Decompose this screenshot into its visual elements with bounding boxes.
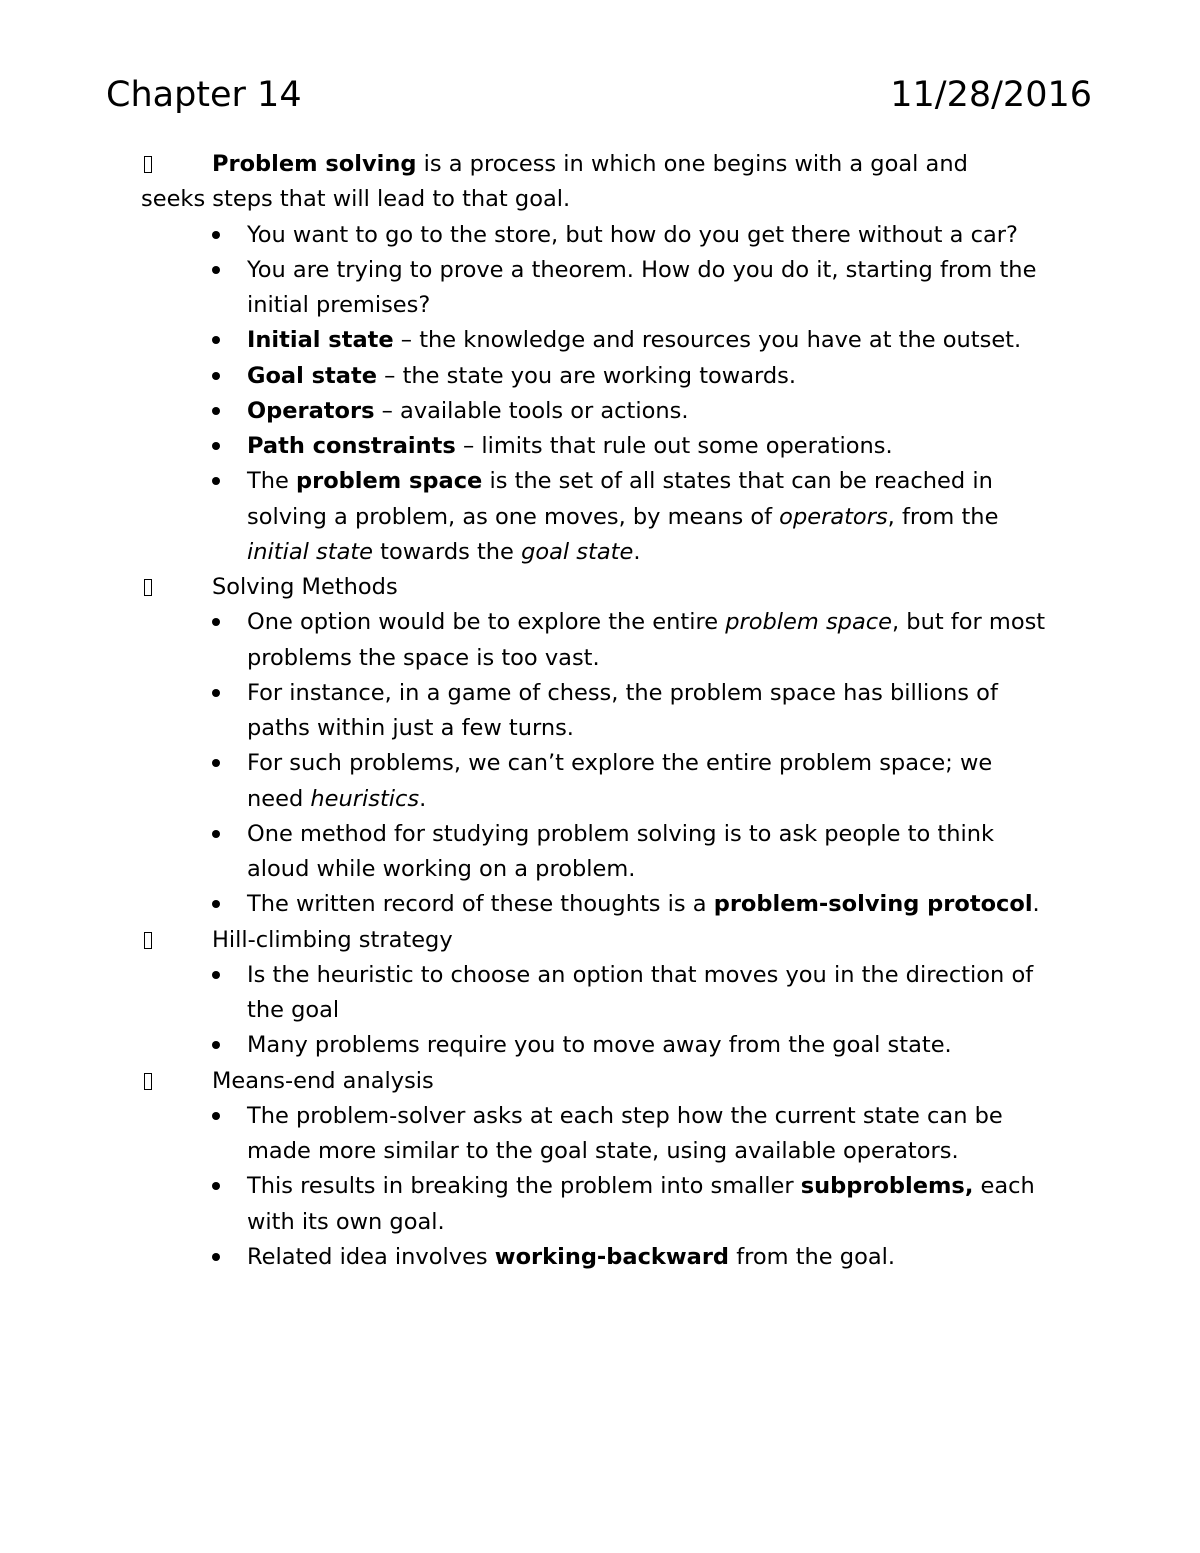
bullet-icon xyxy=(212,618,220,626)
bullet-icon xyxy=(212,407,220,415)
item-text: One method for studying problem solving is to ask people to think aloud while working on a problem. xyxy=(247,820,995,882)
list-item xyxy=(0,464,1047,570)
item-text: , from the xyxy=(887,503,999,530)
bullet-icon xyxy=(212,336,220,344)
item-term: problem space xyxy=(296,468,483,495)
list-item xyxy=(0,817,1047,888)
item-text: – available tools or actions. xyxy=(374,397,689,424)
item-emphasis: goal state xyxy=(521,538,634,565)
bullet-icon xyxy=(212,477,220,485)
list-item xyxy=(0,429,1047,464)
item-text: The xyxy=(247,468,296,495)
list-item xyxy=(0,394,1047,429)
item-text: – limits that rule out some operations. xyxy=(455,433,893,459)
bullet-icon xyxy=(212,900,220,908)
list-item xyxy=(0,605,1047,676)
item-text: – the knowledge and resources you have at the outset. xyxy=(393,327,1022,354)
section-heading: Means-end analysis xyxy=(212,1067,434,1094)
item-emphasis: operators xyxy=(779,503,888,530)
item-text: towards the xyxy=(373,538,522,565)
list-item xyxy=(0,1169,1047,1240)
item-text: The written record of these thoughts is a xyxy=(247,891,714,918)
item-text: Is the heuristic to choose an option that moves you in the direction of the goal xyxy=(247,961,1034,1023)
section-heading: Solving Methods xyxy=(212,574,398,600)
item-text: each with its own goal. xyxy=(247,1173,1035,1235)
item-term: subproblems, xyxy=(800,1173,974,1200)
item-text: from the goal. xyxy=(729,1243,896,1270)
list-item xyxy=(0,1099,1047,1170)
item-term: Goal state xyxy=(247,362,378,389)
item-text: This results in breaking the problem into smaller xyxy=(247,1173,801,1200)
missing-glyph-bullet-icon xyxy=(141,923,155,958)
bullet-icon xyxy=(212,830,220,838)
bullet-icon xyxy=(212,1253,220,1261)
item-text: Many problems require you to move away from the goal state. xyxy=(247,1032,952,1059)
bullet-icon xyxy=(212,689,220,697)
list-item xyxy=(0,676,1047,747)
item-term: Initial state xyxy=(247,327,394,354)
missing-glyph-bullet-icon xyxy=(141,1064,155,1099)
list-item xyxy=(0,958,1047,1029)
item-text: . xyxy=(419,785,427,812)
list-item xyxy=(0,253,1047,324)
item-emphasis: problem space xyxy=(725,609,892,636)
intro-list xyxy=(0,218,1200,571)
section-heading: Hill-climbing strategy xyxy=(212,926,453,953)
item-text: . xyxy=(1032,891,1040,918)
bullet-icon xyxy=(212,759,220,767)
list-item xyxy=(0,359,1047,394)
bullet-icon xyxy=(212,1041,220,1049)
missing-glyph-bullet-icon xyxy=(141,147,155,182)
list-item xyxy=(0,1240,1047,1275)
item-text: , but for most problems the space is too vast. xyxy=(247,609,1046,671)
item-term: problem-solving protocol xyxy=(713,891,1033,918)
missing-glyph-bullet-icon xyxy=(141,570,155,605)
item-text: is the set of all states that can be reached in solving a problem, as one moves, by means of xyxy=(247,468,993,530)
item-text: For such problems, we can’t explore the entire problem space; we need xyxy=(247,750,993,812)
list-item xyxy=(0,1028,1047,1063)
bullet-icon xyxy=(212,1182,220,1190)
section-problem-solving xyxy=(0,147,1021,218)
item-text: You are trying to prove a theorem. How do you do it, starting from the initial premises? xyxy=(247,256,1037,318)
bullet-icon xyxy=(212,1112,220,1120)
section-solving-methods xyxy=(0,570,1052,605)
item-emphasis: initial state xyxy=(247,538,374,565)
item-text: For instance, in a game of chess, the problem space has billions of paths within just a few turns. xyxy=(247,679,998,741)
bullet-icon xyxy=(212,372,220,380)
bullet-icon xyxy=(212,231,220,239)
list-item xyxy=(0,887,1047,922)
item-term: Operators xyxy=(247,397,375,424)
item-text: . xyxy=(633,538,641,565)
section-hill-climbing xyxy=(0,923,1052,958)
list-item xyxy=(0,218,1047,253)
item-term: working-backward xyxy=(494,1243,730,1270)
chapter-title: Chapter 14 xyxy=(106,75,302,115)
section-means-end xyxy=(0,1064,1052,1099)
item-term: Path constraints xyxy=(247,433,456,459)
item-text: Related idea involves xyxy=(247,1243,495,1270)
solving-methods-list xyxy=(0,605,1200,922)
page-header xyxy=(106,70,1092,120)
intro-text: is a process in which one begins with a goal and seeks steps that will lead to that goal. xyxy=(141,151,968,213)
list-item xyxy=(0,746,1047,817)
item-text: – the state you are working towards. xyxy=(377,362,797,389)
header-date: 11/28/2016 xyxy=(890,75,1092,115)
item-text: The problem-solver asks at each step how the current state can be made more similar to the goal state, using available operators. xyxy=(247,1102,1003,1164)
item-text: You want to go to the store, but how do you get there without a car? xyxy=(247,221,1018,248)
bullet-icon xyxy=(212,971,220,979)
bullet-icon xyxy=(212,442,220,450)
term-problem-solving: Problem solving xyxy=(212,151,417,177)
list-item xyxy=(0,323,1047,358)
means-end-list xyxy=(0,1099,1200,1275)
hill-climbing-list xyxy=(0,958,1200,1064)
item-emphasis: heuristics xyxy=(310,785,420,812)
bullet-icon xyxy=(212,266,220,274)
notes-body xyxy=(0,147,1200,1275)
item-text: One option would be to explore the entire xyxy=(247,609,726,636)
